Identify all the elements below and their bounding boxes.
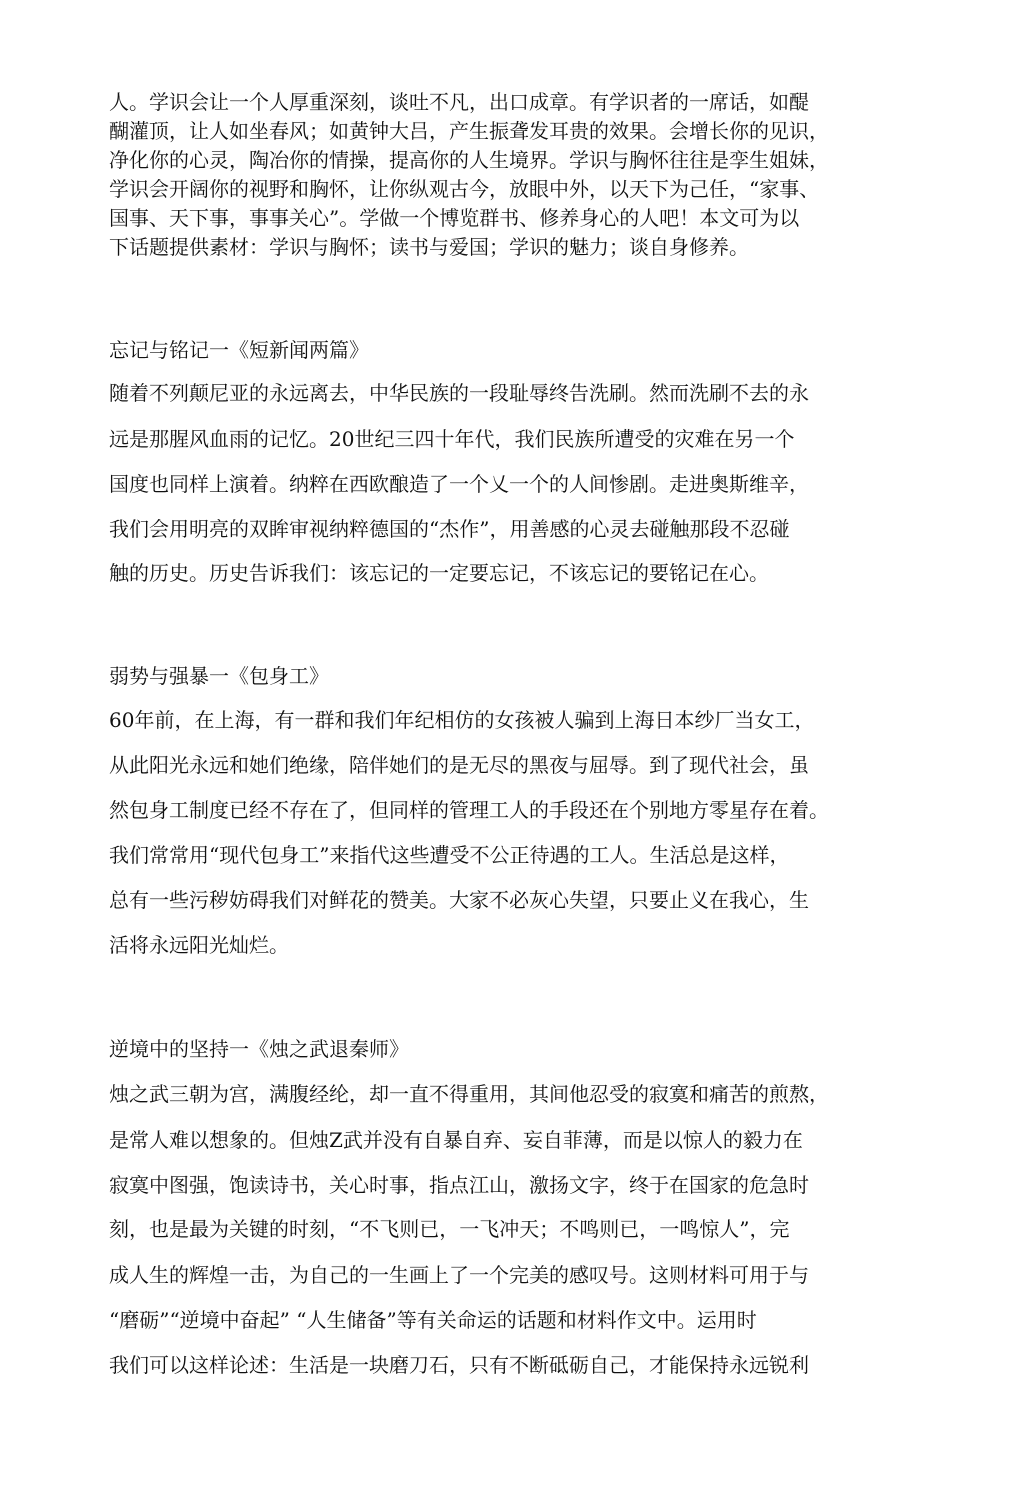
intro-line: 学识会开阔你的视野和胸怀，让你纵观古今，放眼中外，以天下为己任，“家事、: [109, 177, 820, 201]
section-line: 远是那腥风血雨的记忆。20世纪三四十年代，我们民族所遭受的灾难在另一个: [109, 427, 795, 451]
section-line: 我们可以这样论述：生活是一块磨刀石，只有不断砥砺自己，才能保持永远锐利: [109, 1353, 809, 1377]
section-line: 总有一些污秽妨碍我们对鲜花的赞美。大家不必灰心失望，只要止义在我心，生: [109, 888, 809, 912]
intro-line: 人。学识会让一个人厚重深刻，谈吐不凡，出口成章。有学识者的一席话，如醍: [109, 90, 809, 114]
section-line: 随着不列颠尼亚的永远离去，中华民族的一段耻辱终告洗刷。然而洗刷不去的永: [109, 381, 809, 405]
section-line: 60年前，在上海，有一群和我们年纪相仿的女孩被人骗到上海日本纱厂当女工，: [109, 708, 815, 732]
section-heading: 弱势与强暴一《包身工》: [109, 664, 329, 688]
section-line: 是常人难以想象的。但烛Z武并没有自暴自弃、妄自菲薄，而是以惊人的毅力在: [109, 1128, 803, 1152]
section-line: “磨砺”“逆境中奋起” “人生储备”等有关命运的话题和材料作文中。运用时: [109, 1308, 757, 1332]
section-heading: 逆境中的坚持一《烛之武退秦师》: [109, 1037, 409, 1061]
section-line: 我们常常用“现代包身工”来指代这些遭受不公正待遇的工人。生活总是这样，: [109, 843, 790, 867]
intro-line: 国事、天下事，事事关心”。学做一个博览群书、修养身心的人吧！本文可为以: [109, 206, 800, 230]
section-line: 触的历史。历史告诉我们：该忘记的一定要忘记，不该忘记的要铭记在心。: [109, 561, 769, 585]
section-line: 我们会用明亮的双眸审视纳粹德国的“杰作”，用善感的心灵去碰触那段不忍碰: [109, 517, 790, 541]
section-line: 然包身工制度已经不存在了，但同样的管理工人的手段还在个别地方零星存在着。: [109, 798, 829, 822]
section-line: 刻，也是最为关键的时刻，“不飞则已，一飞冲天；不鸣则已，一鸣惊人”，完: [109, 1217, 790, 1241]
section-line: 成人生的辉煌一击，为自己的一生画上了一个完美的感叹号。这则材料可用于与: [109, 1263, 809, 1287]
section-line: 烛之武三朝为宫，满腹经纶，却一直不得重用，其间他忍受的寂寞和痛苦的煎熬，: [109, 1082, 829, 1106]
section-heading: 忘记与铭记一《短新闻两篇》: [109, 338, 369, 362]
section-line: 从此阳光永远和她们绝缘，陪伴她们的是无尽的黑夜与屈辱。到了现代社会，虽: [109, 753, 809, 777]
section-line: 活将永远阳光灿烂。: [109, 933, 289, 957]
section-line: 寂寞中图强，饱读诗书，关心时事，指点江山，激扬文字，终于在国家的危急时: [109, 1173, 809, 1197]
intro-line: 下话题提供素材：学识与胸怀；读书与爱国；学识的魅力；谈自身修养。: [109, 235, 749, 259]
intro-line: 净化你的心灵，陶冶你的情操，提高你的人生境界。学识与胸怀往往是孪生姐妹，: [109, 148, 829, 172]
intro-line: 醐灌顶，让人如坐春风；如黄钟大吕，产生振聋发耳贵的效果。会增长你的见识，: [109, 119, 829, 143]
section-line: 国度也同样上演着。纳粹在西欧酿造了一个乂一个的人间惨剧。走进奥斯维辛，: [109, 472, 809, 496]
